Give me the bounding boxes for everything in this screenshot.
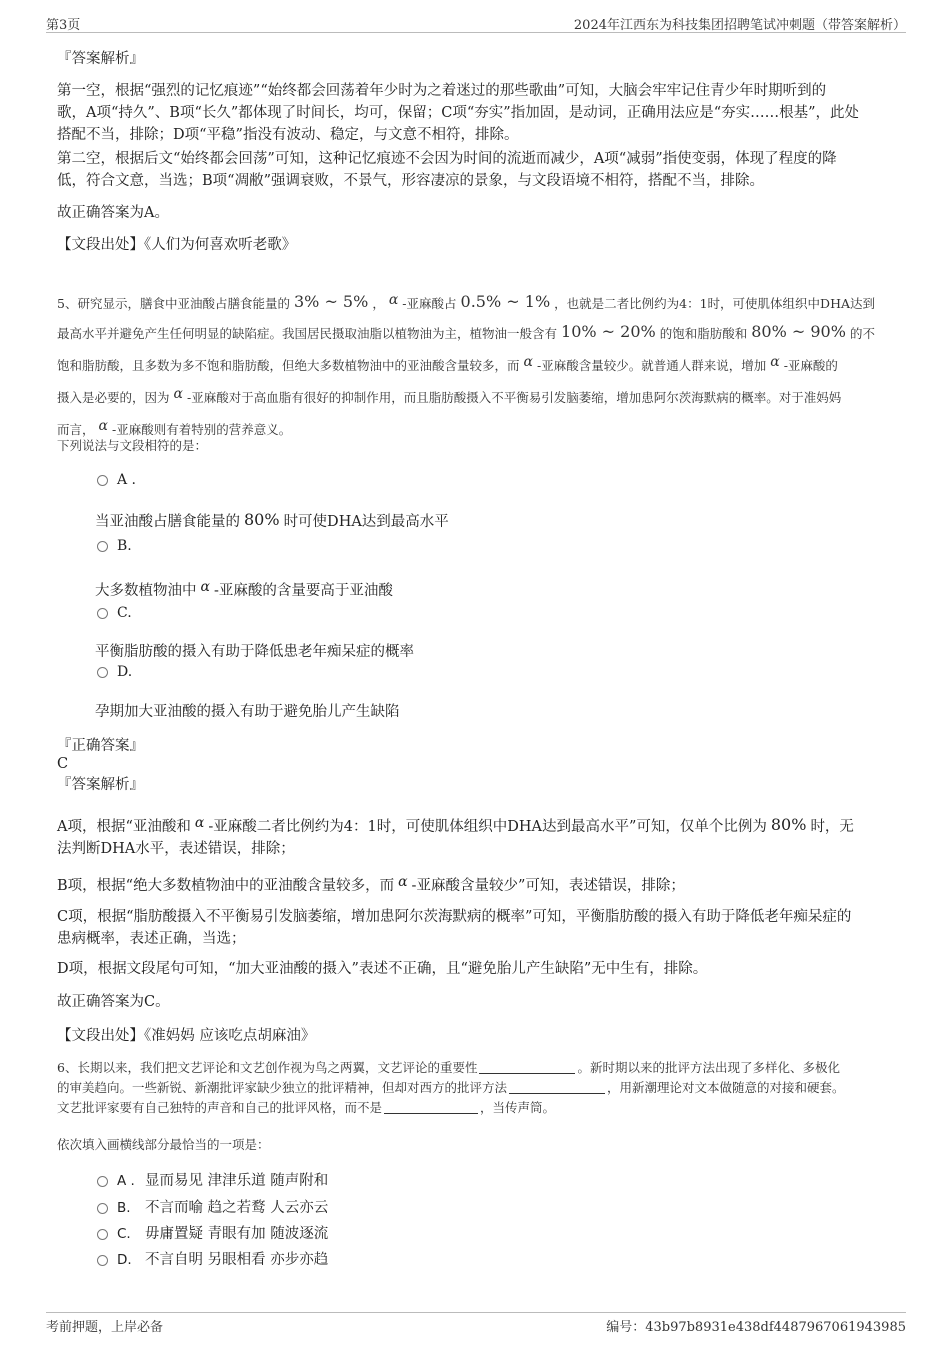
q5-prompt: 下列说法与文段相符的是： <box>57 438 208 453</box>
text-line: 搭配不当，排除；D项“平稳”指没有波动、稳定，与文意不相符，排除。 <box>57 127 519 143</box>
q5-analysis-a <box>57 812 887 860</box>
text-line: 的审美趋向。一些新锐、新潮批评家缺少独立的批评精神，但却对西方的批评方法 ，用新潮理论对文本做随意的对接和硬套。 <box>57 1080 845 1095</box>
q5-option-a[interactable]: A . <box>97 472 136 488</box>
q4-analysis-title: 『答案解析』 <box>57 51 144 67</box>
page-header <box>46 12 906 33</box>
fill-blank-3 <box>384 1101 478 1114</box>
q4-analysis-para1 <box>57 80 887 146</box>
text-line: 6、长期以来，我们把文艺评论和文艺创作视为鸟之两翼，文艺评论的重要性 。新时期以来的批评方法出现了多样化、多极化 <box>57 1060 840 1075</box>
q4-conclusion: 故正确答案为A。 <box>57 205 169 221</box>
q5-option-d-text: 孕期加大亚油酸的摄入有助于避免胎儿产生缺陷 <box>95 704 400 720</box>
q5-option-b-text: 大多数植物油中 α -亚麻酸的含量要高于亚油酸 <box>95 579 393 599</box>
q5-option-d[interactable]: D. <box>97 664 132 680</box>
page-footer <box>46 1312 906 1333</box>
radio-button[interactable] <box>97 667 108 678</box>
q5-analysis-title: 『答案解析』 <box>57 777 144 793</box>
fill-blank-1 <box>479 1061 575 1074</box>
footer-slogan: 考前押题，上岸必备 <box>46 1320 164 1335</box>
q5-correct-title: 『正确答案』 <box>57 738 144 754</box>
q6-option-a[interactable]: A . 显而易见 津津乐道 随声附和 <box>97 1169 328 1190</box>
q5-option-b[interactable]: B. <box>97 538 132 554</box>
q6-prompt: 依次填入画横线部分最恰当的一项是： <box>57 1137 270 1152</box>
q4-analysis-para2 <box>57 148 887 192</box>
q5-option-c[interactable]: C. <box>97 605 132 621</box>
fill-blank-2 <box>509 1081 605 1094</box>
radio-button[interactable] <box>97 1229 108 1240</box>
text-line: 低，符合文意，当选；B项“凋敝”强调衰败，不景气，形容凄凉的景象，与文段语境不相符，搭配不当，排除。 <box>57 173 764 189</box>
text-line: 5、研究显示，膳食中亚油酸占膳食能量的 3% ~ 5% ， α -亚麻酸占 0.5% ~ 1% ，也就是二者比例约为4：1时，可使肌体组织中DHA达到 <box>57 292 875 311</box>
text-line: 第二空，根据后文“始终都会回荡”可知，这种记忆痕迹不会因为时间的流逝而减少，A项“减弱”指使变弱，体现了程度的降 <box>57 151 837 167</box>
document-id: 编号：43b97b8931e438df4487967061943985 <box>606 1320 906 1335</box>
text-line: 最高水平并避免产生任何明显的缺陷症。我国居民摄取油脂以植物油为主，植物油一般含有 10% ~ 20% 的饱和脂肪酸和 80% ~ 90% 的不 <box>57 322 875 341</box>
q5-option-a-text: 当亚油酸占膳食能量的 80% 时可使DHA达到最高水平 <box>95 510 449 530</box>
document-title: 2024年江西东为科技集团招聘笔试冲刺题（带答案解析） <box>573 18 906 33</box>
text-line: 歌，A项“持久”、B项“长久”都体现了时间长，均可，保留；C项“夯实”指加固，是动词，正确用法应是“夯实……根基”，此处 <box>57 105 860 121</box>
text-line: 法判断DHA水平，表述错误，排除； <box>57 841 295 857</box>
radio-button[interactable] <box>97 608 108 619</box>
text-line: 饱和脂肪酸，且多数为多不饱和脂肪酸，但绝大多数植物油中的亚油酸含量较多，而 α -亚麻酸含量较少。就普通人群来说，增加 α -亚麻酸的 <box>57 354 838 373</box>
radio-button[interactable] <box>97 1176 108 1187</box>
q5-analysis-b: B项，根据“绝大多数植物油中的亚油酸含量较多，而 α -亚麻酸含量较少”可知，表述错误，排除； <box>57 874 685 894</box>
q5-analysis-d: D项，根据文段尾句可知，“加大亚油酸的摄入”表述不正确，且“避免胎儿产生缺陷”无中生有，排除。 <box>57 961 708 977</box>
radio-button[interactable] <box>97 1203 108 1214</box>
q4-source: 【文段出处】《人们为何喜欢听老歌》 <box>57 237 297 253</box>
q5-analysis-c <box>57 906 887 950</box>
text-line: C项，根据“脂肪酸摄入不平衡易引发脑萎缩，增加患阿尔茨海默病的概率”可知，平衡脂肪酸的摄入有助于降低老年痴呆症的 <box>57 909 852 925</box>
q6-option-d[interactable]: D. 不言自明 另眼相看 亦步亦趋 <box>97 1248 328 1269</box>
text-line: 而言， α -亚麻酸则有着特别的营养意义。 <box>57 418 292 437</box>
radio-button[interactable] <box>97 1255 108 1266</box>
q6-option-c[interactable]: C. 毋庸置疑 青眼有加 随波逐流 <box>97 1222 328 1243</box>
text-line: 患病概率，表述正确，当选； <box>57 931 246 947</box>
text-line: 摄入是必要的，因为 α -亚麻酸对于高血脂有很好的抑制作用，而且脂肪酸摄入不平衡易引发脑萎缩，增加患阿尔茨海默病的概率。对于准妈妈 <box>57 386 842 405</box>
text-line: A项，根据“亚油酸和 α -亚麻酸二者比例约为4：1时，可使肌体组织中DHA达到最高水平”可知，仅单个比例为 80% 时，无 <box>57 815 854 835</box>
text-line: 第一空，根据“强烈的记忆痕迹”“始终都会回荡着年少时为之着迷过的那些歌曲”可知，大脑会牢牢记住青少年时期听到的 <box>57 83 827 99</box>
q5-correct-answer: C <box>57 756 69 772</box>
radio-button[interactable] <box>97 541 108 552</box>
q6-stem <box>57 1058 895 1118</box>
q5-conclusion: 故正确答案为C。 <box>57 994 170 1010</box>
page-number: 第3页 <box>46 18 81 33</box>
text-line: 文艺批评家要有自己独特的声音和自己的批评风格，而不是 ，当传声筒。 <box>57 1100 556 1115</box>
q6-option-b[interactable]: B. 不言而喻 趋之若鹜 人云亦云 <box>97 1196 328 1217</box>
q5-source: 【文段出处】《准妈妈 应该吃点胡麻油》 <box>57 1028 316 1044</box>
q5-option-c-text: 平衡脂肪酸的摄入有助于降低患老年痴呆症的概率 <box>95 644 414 660</box>
q5-stem <box>57 286 895 444</box>
radio-button[interactable] <box>97 475 108 486</box>
